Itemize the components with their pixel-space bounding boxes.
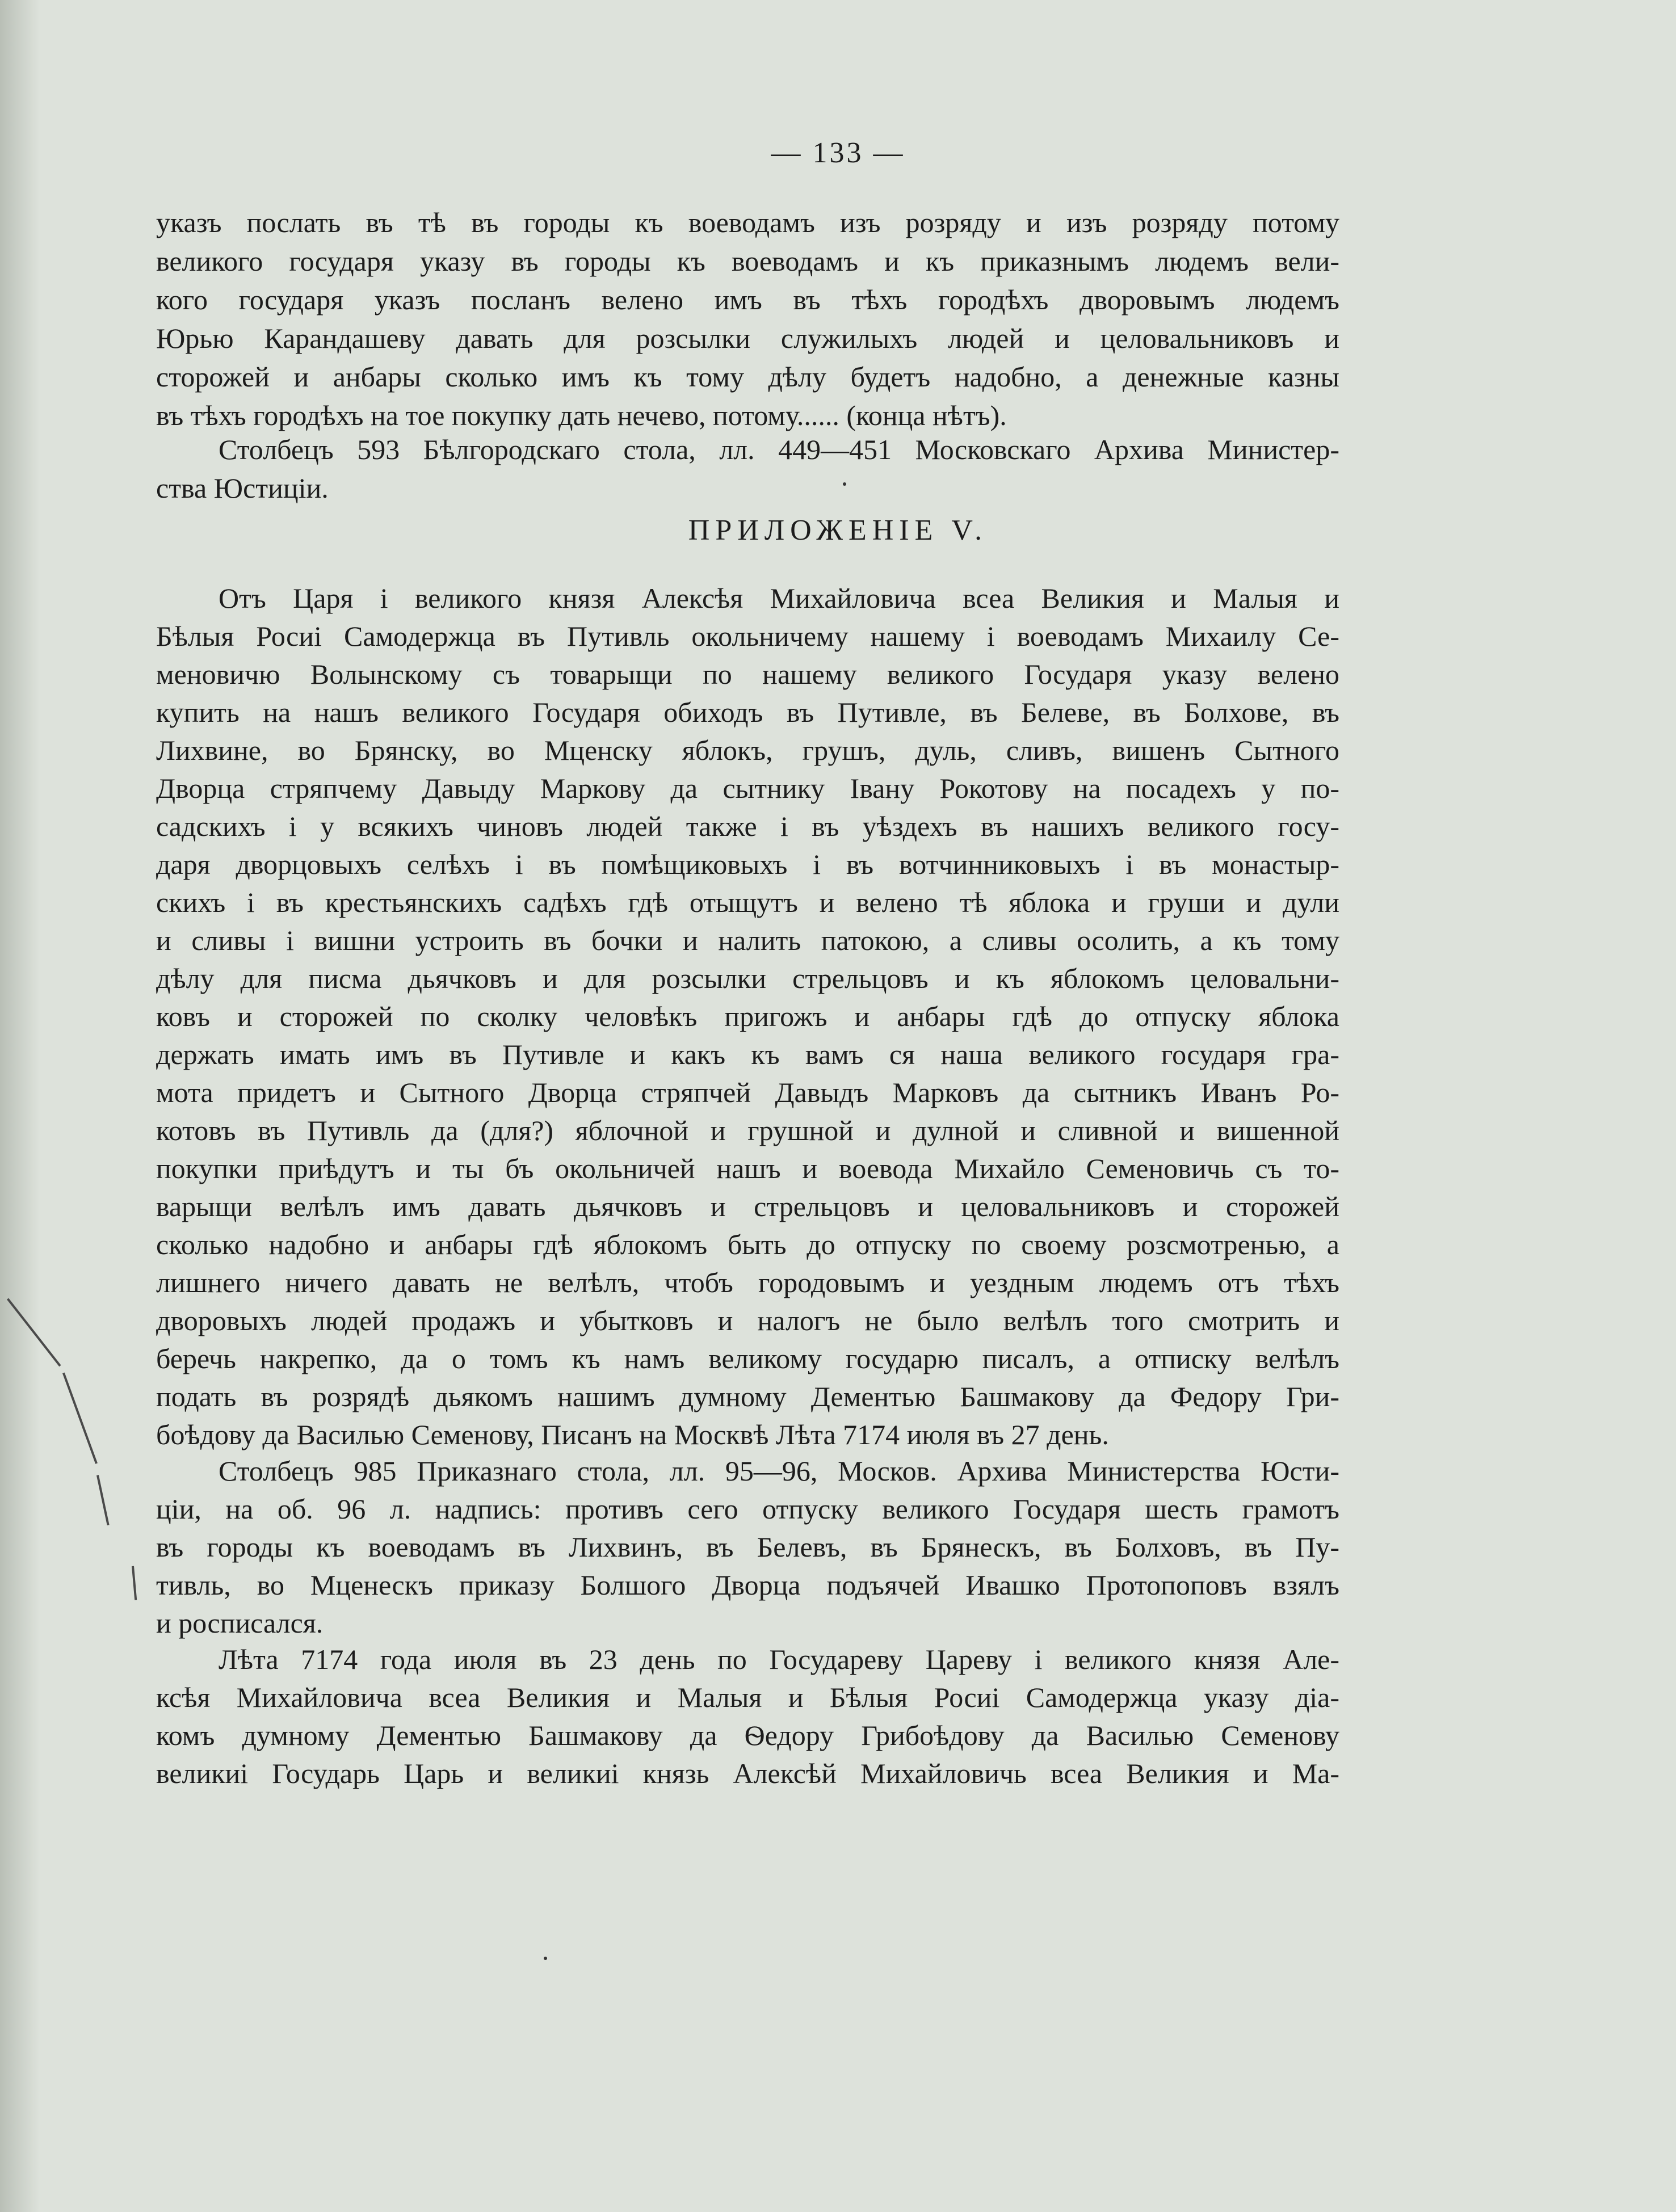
stray-dot — [544, 1957, 547, 1960]
text-line: великиі Государь Царь и великиі князь Алексѣй Михайловичь всеа Великия и Ма- — [156, 1757, 1339, 1789]
text-line: ксѣя Михайловича всеа Великия и Малыя и Бѣлыя Росиі Самодержца указу діа- — [156, 1681, 1339, 1713]
text-line: садскихъ і у всякихъ чиновъ людей также і въ уѣздехъ въ нашихъ великого госу- — [156, 810, 1339, 842]
text-line: Юрью Карандашеву давать для розсылки служилыхъ людей и целовальниковъ и — [156, 322, 1339, 354]
text-line: лишнего ничего давать не велѣлъ, чтобъ городовымъ и уездным людемъ отъ тѣхъ — [156, 1267, 1339, 1298]
text-line: держать имать имъ въ Путивле и какъ къ вамъ ся наша великого государя гра- — [156, 1038, 1339, 1070]
text-line: беречь накрепко, да о томъ къ намъ великому государю писалъ, а отписку велѣлъ — [156, 1343, 1339, 1374]
text-line: даря дворцовыхъ селѣхъ і въ помѣщиковыхъ і въ вотчинниковыхъ і въ монастыр- — [156, 848, 1339, 880]
text-line: Бѣлыя Росиі Самодержца въ Путивль окольничему нашему і воеводамъ Михаилу Се- — [156, 620, 1339, 652]
text-line: покупки приѣдутъ и ты бъ окольничей нашъ и воевода Михайло Семеновичь съ то- — [156, 1153, 1339, 1184]
text-line: въ тѣхъ городѣхъ на тое покупку дать нечево, потому...... (конца нѣтъ). — [156, 399, 1007, 431]
text-line: скихъ і въ крестьянскихъ садѣхъ гдѣ отыщутъ и велено тѣ яблока и груши и дули — [156, 886, 1339, 918]
text-line: Лихвине, во Брянску, во Мценску яблокъ, грушъ, дуль, сливъ, вишенъ Сытного — [156, 734, 1339, 766]
source-note-line: ства Юстиціи. — [156, 472, 329, 504]
text-line: меновичю Волынскому съ товарыщи по нашему великого Государя указу велено — [156, 658, 1339, 690]
text-line: ковъ и сторожей по сколку человѣкъ пригожъ и анбары гдѣ до отпуску яблока — [156, 1000, 1339, 1032]
source-note-line: въ городы къ воеводамъ въ Лихвинъ, въ Белевъ, въ Брянескъ, въ Болховъ, въ Пу- — [156, 1531, 1339, 1563]
text-line: комъ думному Дементью Башмакову да Ѳедору Грибоѣдову да Василью Семенову — [156, 1719, 1339, 1751]
margin-pencil-mark — [62, 1373, 98, 1464]
text-line: дѣлу для писма дьячковъ и для розсылки стрельцовъ и къ яблокомъ целовальни- — [156, 962, 1339, 994]
stray-dot — [843, 482, 846, 486]
source-note-line: Столбецъ 985 Приказнаго стола, лл. 95—96, Москов. Архива Министерства Юсти- — [219, 1455, 1339, 1487]
source-note-line: Столбецъ 593 Бѣлгородскаго стола, лл. 449—451 Московскаго Архива Министер- — [219, 434, 1339, 465]
text-line: боѣдову да Василью Семенову, Писанъ на Москвѣ Лѣта 7174 июля въ 27 день. — [156, 1419, 1109, 1450]
page-edge-shadow — [0, 0, 40, 2212]
source-note-line: и росписался. — [156, 1607, 324, 1639]
text-line: дворовыхъ людей продажъ и убытковъ и налогъ не было велѣлъ того смотрить и — [156, 1305, 1339, 1336]
text-line: мота придетъ и Сытного Дворца стряпчей Давыдъ Марковъ да сытникъ Иванъ Ро- — [156, 1076, 1339, 1108]
text-line: сколько надобно и анбары гдѣ яблокомъ быть до отпуску по своему розсмотренью, а — [156, 1229, 1339, 1260]
source-note-line: тивль, во Мценескъ приказу Болшого Дворца подъячей Ивашко Протопоповъ взялъ — [156, 1569, 1339, 1601]
margin-pencil-mark — [96, 1475, 110, 1525]
text-line: котовъ въ Путивль да (для?) яблочной и грушной и дулной и сливной и вишенной — [156, 1115, 1339, 1146]
text-line: и сливы і вишни устроить въ бочки и налить патокою, а сливы осолить, а къ тому — [156, 924, 1339, 956]
source-note-line: ціи, на об. 96 л. надпись: противъ сего отпуску великого Государя шесть грамотъ — [156, 1493, 1339, 1525]
margin-pencil-mark — [132, 1566, 137, 1600]
appendix-title: ПРИЛОЖЕНІЕ V. — [688, 514, 988, 546]
text-line: кого государя указъ посланъ велено имъ въ тѣхъ городѣхъ дворовымъ людемъ — [156, 284, 1339, 316]
text-line: Отъ Царя і великого князя Алексѣя Михайловича всеа Великия и Малыя и — [219, 582, 1339, 614]
text-line: Дворца стряпчему Давыду Маркову да сытнику Івану Рокотову на посадехъ у по- — [156, 772, 1339, 804]
text-line: сторожей и анбары сколько имъ къ тому дѣлу будетъ надобно, а денежные казны — [156, 361, 1339, 393]
text-line: великого государя указу въ городы къ воеводамъ и къ приказнымъ людемъ вели- — [156, 245, 1339, 277]
text-line: подать въ розрядѣ дьякомъ нашимъ думному Дементью Башмакову да Федору Гри- — [156, 1381, 1339, 1412]
text-line: указъ послать въ тѣ въ городы къ воеводамъ изъ розряду и изъ розряду потому — [156, 207, 1339, 238]
text-line: варыщи велѣлъ имъ давать дьячковъ и стрельцовъ и целовальниковъ и сторожей — [156, 1191, 1339, 1222]
text-line: Лѣта 7174 года июля въ 23 день по Государеву Цареву і великого князя Але- — [219, 1643, 1339, 1675]
text-line: купить на нашъ великого Государя обиходъ въ Путивле, въ Белеве, въ Болхове, въ — [156, 696, 1339, 728]
page-number: — 133 — — [771, 137, 905, 169]
